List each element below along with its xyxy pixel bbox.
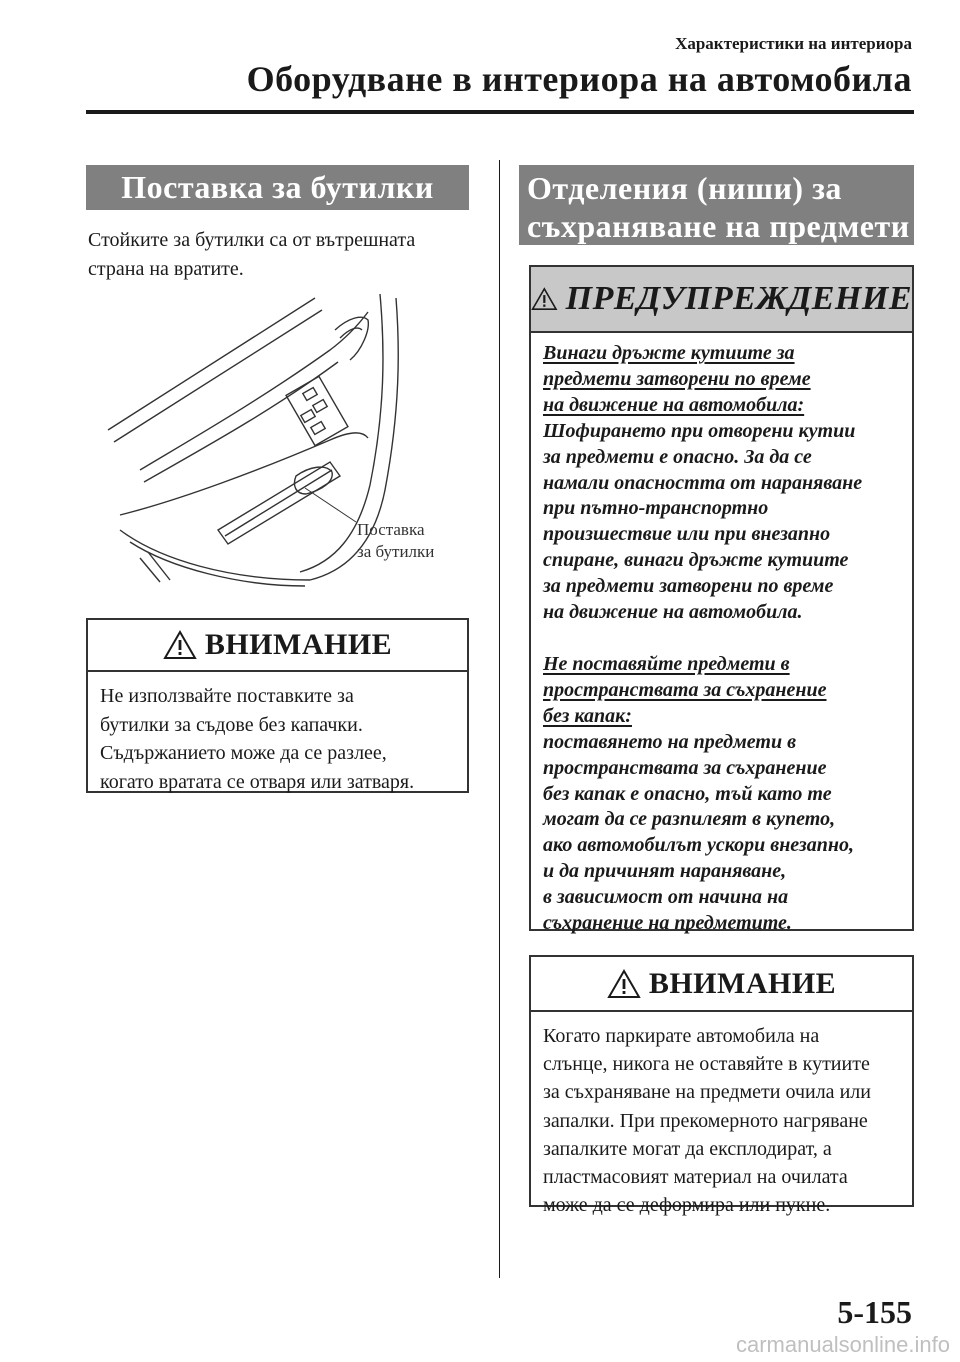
text-line: за предмети е опасно. За да се bbox=[543, 445, 812, 468]
text-line: съхранение на предметите. bbox=[543, 912, 792, 935]
warning-body bbox=[531, 333, 912, 945]
column-divider bbox=[499, 160, 500, 1278]
text-line: пространствата за съхранение bbox=[543, 756, 827, 779]
bottle-holder-description bbox=[88, 226, 468, 284]
caution-body bbox=[531, 1012, 912, 1229]
running-header-section: Характеристики на интериора bbox=[675, 34, 912, 53]
figure-label-line: за бутилки bbox=[357, 542, 435, 561]
caution-box-header bbox=[88, 620, 467, 672]
figure-label-line: Поставка bbox=[357, 520, 425, 539]
caution-title: ВНИМАНИЕ bbox=[648, 966, 837, 1000]
text-line: за предмети затворени по време bbox=[543, 575, 834, 598]
warning-subhead-line: на движение на автомобила: bbox=[543, 393, 805, 416]
section-heading-bottle-holder: Поставка за бутилки bbox=[86, 165, 469, 210]
text-line: могат да се разпилеят в купето, bbox=[543, 808, 836, 831]
warning-triangle-icon bbox=[163, 630, 197, 660]
caution-box-storage bbox=[529, 955, 914, 1217]
warning-box-storage bbox=[529, 265, 914, 935]
text-line: страна на вратите. bbox=[88, 258, 244, 280]
text-line: без капак е опасно, тъй като те bbox=[543, 782, 832, 805]
text-line: поставянето на предмети в bbox=[543, 730, 796, 753]
caution-box-bottle-holder bbox=[86, 618, 469, 793]
text-line: спиране, винаги дръжте кутиите bbox=[543, 549, 849, 572]
text-line: Шофирането при отворени кутии bbox=[543, 419, 856, 442]
text-line: и да причинят нараняване, bbox=[543, 860, 787, 883]
heading-line: съхраняване на предмети bbox=[527, 208, 910, 244]
text-line: намали опасността от нараняване bbox=[543, 471, 863, 494]
text-line: при пътно-транспортно bbox=[543, 497, 769, 520]
caution-box-header bbox=[531, 957, 912, 1012]
caution-title: ВНИМАНИЕ bbox=[204, 628, 393, 661]
text-line: в зависимост от начина на bbox=[543, 886, 789, 909]
text-line: пластмасовият материал на очилата bbox=[543, 1166, 848, 1189]
text-line: Съдържанието може да се разлее, bbox=[100, 742, 387, 764]
text-line: за съхраняване на предмети очила или bbox=[543, 1081, 871, 1104]
page-number: 5-155 bbox=[837, 1294, 912, 1330]
warning-subhead-line: Винаги дръжте кутиите за bbox=[543, 342, 795, 364]
text-line: запалки. При прекомерното нагряване bbox=[543, 1109, 868, 1132]
text-line: запалките могат да експлодират, а bbox=[543, 1137, 832, 1160]
running-header-title: Оборудване в интериора на автомобила bbox=[246, 59, 912, 99]
text-line: може да се деформира или пукне. bbox=[543, 1194, 831, 1217]
paragraph-gap bbox=[543, 626, 900, 652]
text-line: слънце, никога не оставяйте в кутиите bbox=[543, 1053, 870, 1076]
warning-subhead-line: Не поставяйте предмети в bbox=[543, 652, 790, 675]
text-line: на движение на автомобила. bbox=[543, 601, 803, 624]
text-line: бутилки за съдове без капачки. bbox=[100, 713, 363, 736]
header-rule bbox=[86, 110, 914, 114]
heading-line: Отделения (ниши) за bbox=[527, 170, 842, 206]
text-line: Стойките за бутилки са от вътрешната bbox=[88, 229, 416, 251]
warning-subhead-line: предмети затворени по време bbox=[543, 367, 811, 390]
warning-triangle-icon bbox=[607, 969, 641, 999]
figure-label-bottle-holder bbox=[357, 519, 434, 563]
warning-triangle-icon bbox=[531, 284, 558, 314]
watermark: carmanualsonline.info bbox=[735, 1332, 950, 1357]
warning-subhead-line: без капак: bbox=[543, 704, 632, 727]
text-line: Не използвайте поставките за bbox=[100, 685, 354, 707]
text-line: Когато паркирате автомобила на bbox=[543, 1025, 820, 1047]
text-line: ако автомобилът ускори внезапно, bbox=[543, 834, 854, 857]
warning-box-header bbox=[531, 267, 912, 333]
warning-subhead-line: пространствата за съхранение bbox=[543, 678, 827, 701]
caution-body bbox=[88, 672, 467, 806]
section-heading-storage bbox=[519, 165, 914, 245]
warning-title: ПРЕДУПРЕЖДЕНИЕ bbox=[565, 280, 912, 317]
text-line: когато вратата се отваря или затваря. bbox=[100, 770, 415, 793]
text-line: произшествие или при внезапно bbox=[543, 523, 831, 546]
